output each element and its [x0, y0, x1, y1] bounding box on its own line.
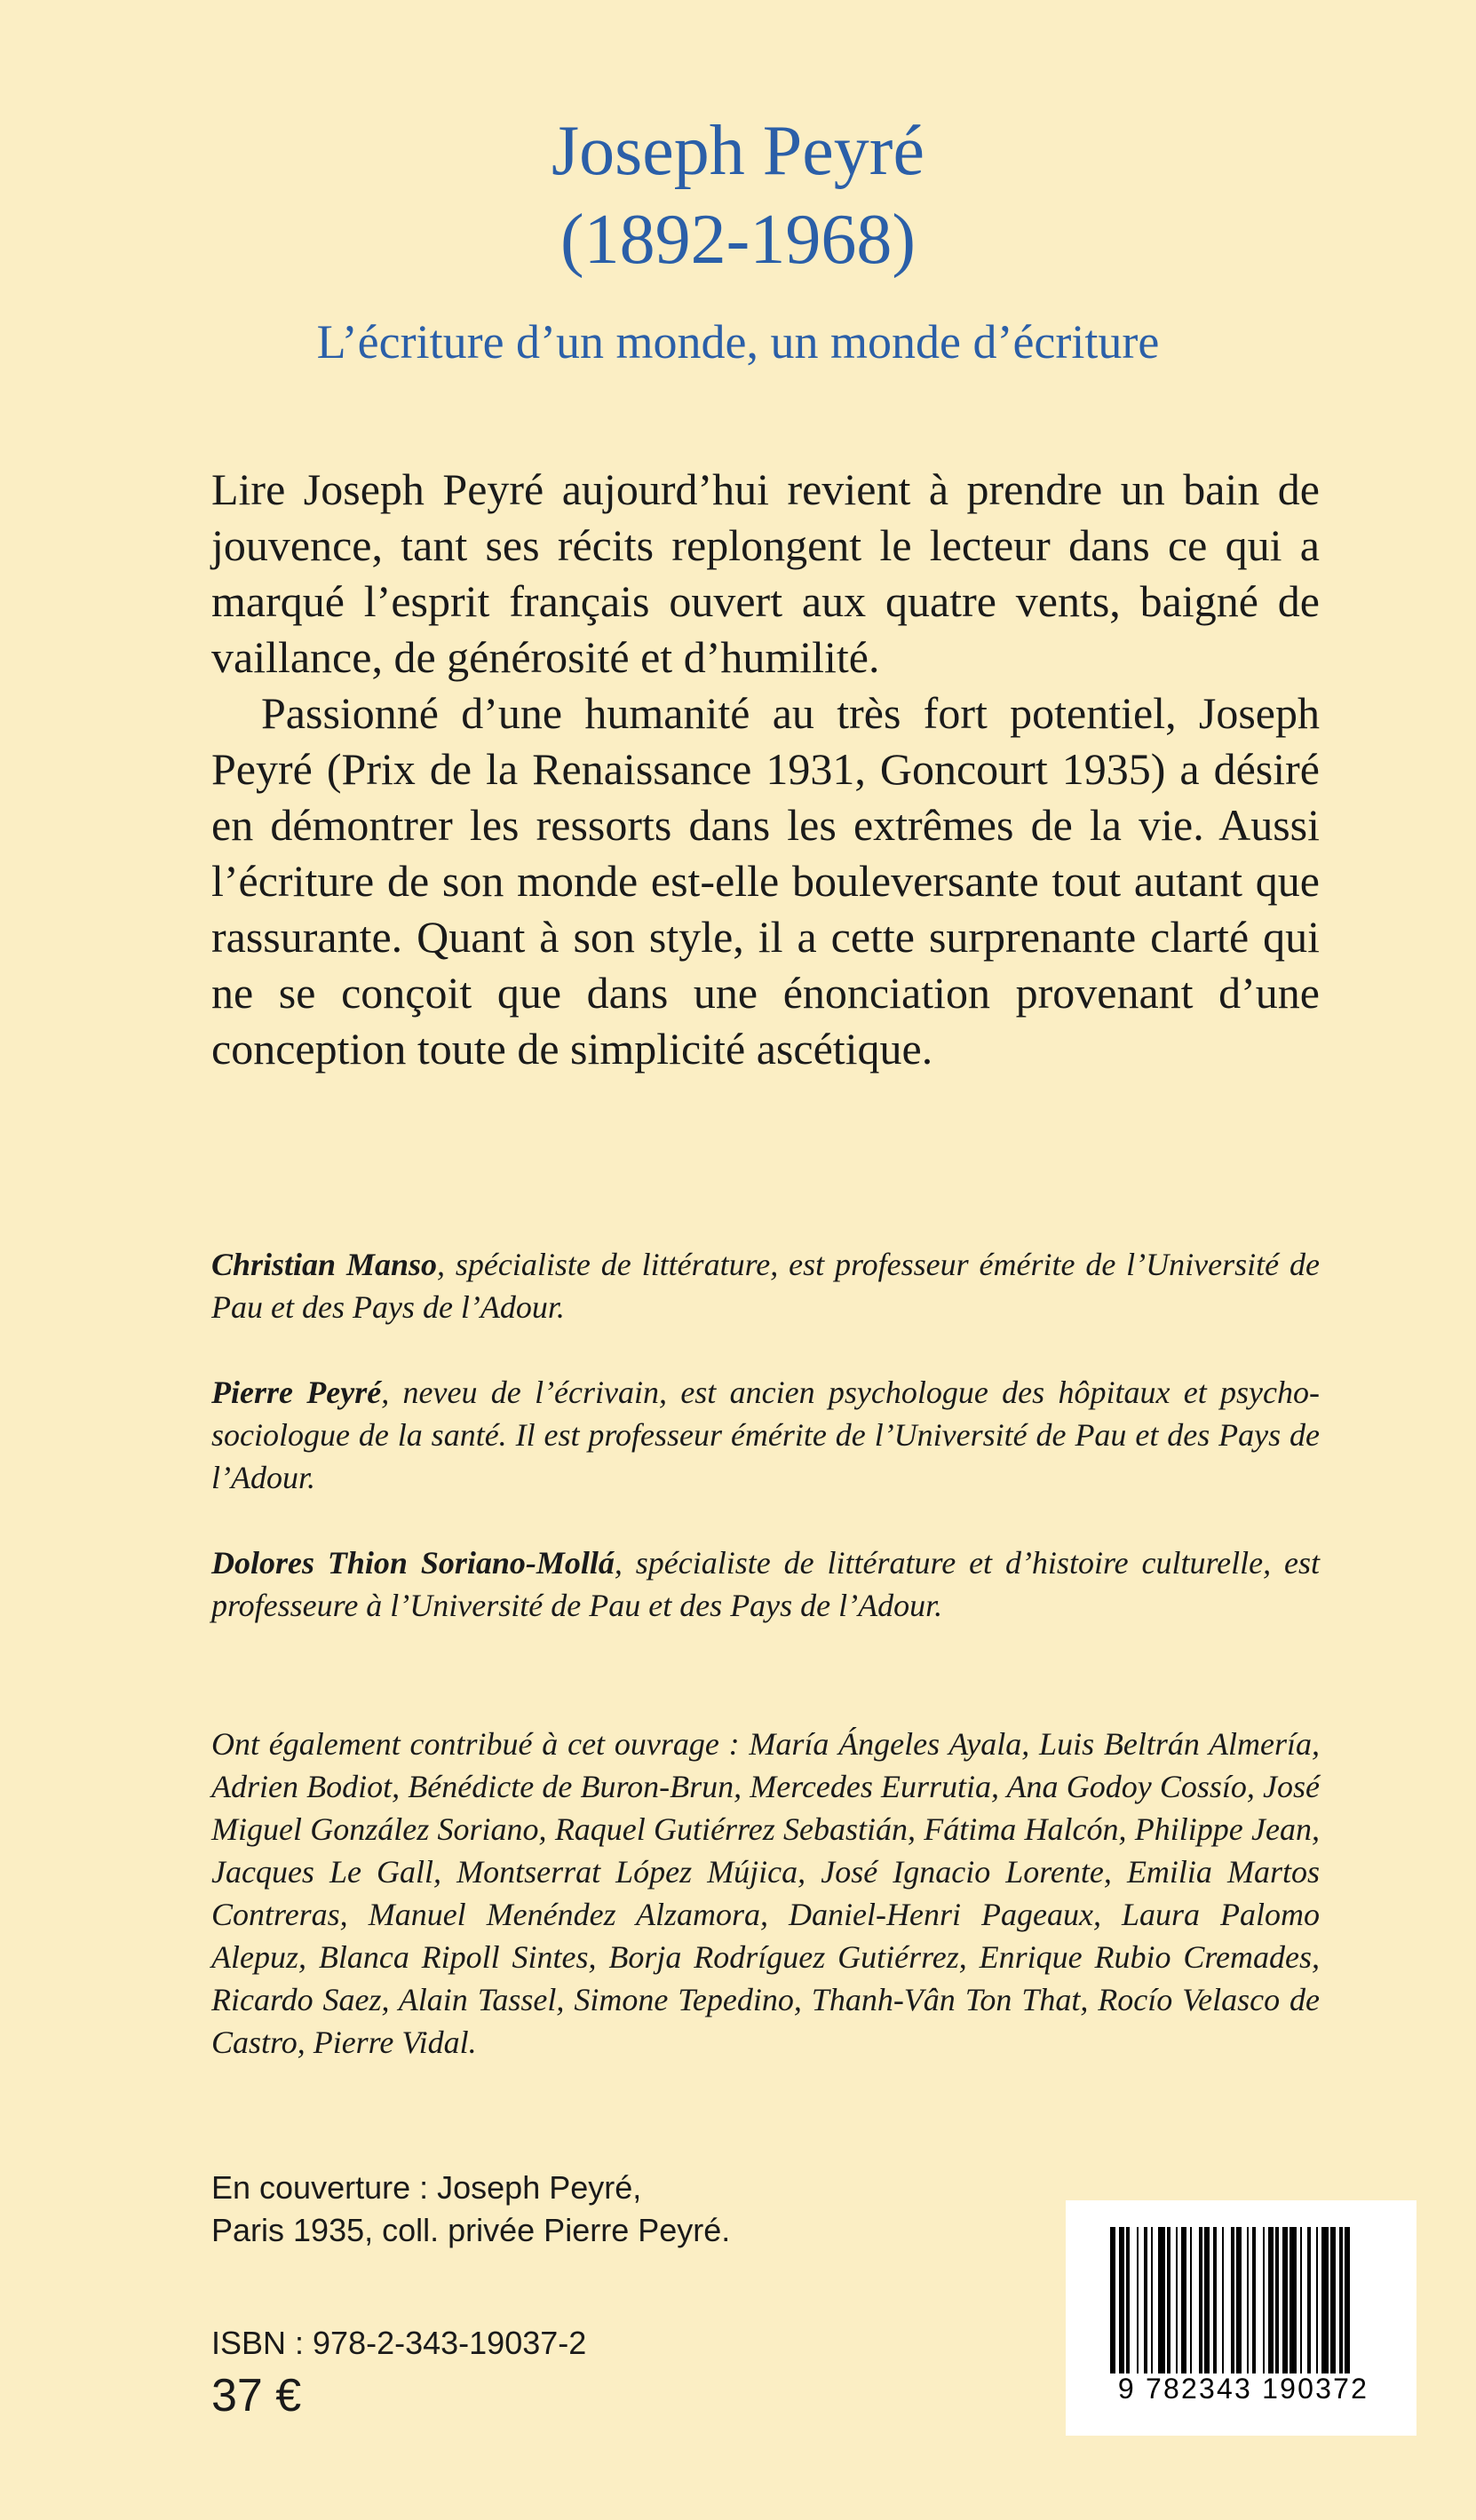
barcode-bar [1307, 2227, 1311, 2373]
price: 37 € [211, 2370, 302, 2421]
barcode-bar [1231, 2227, 1234, 2373]
title-author-name: Joseph Peyré [552, 112, 924, 190]
author-bio [211, 1243, 1320, 1328]
barcode-bar [1176, 2227, 1178, 2373]
barcode-bar [1300, 2227, 1302, 2373]
book-subtitle: L’écriture d’un monde, un monde d’écriture [316, 315, 1160, 368]
author-bio-text: , neveu de l’écrivain, est ancien psychologue des hôpitaux et psycho-sociologue de la santé. Il est professeur émérite de l’Université de Pau et des Pays de l’Adour. [211, 1375, 1320, 1495]
barcode-bar [1275, 2227, 1279, 2373]
cover-credit-line: Paris 1935, coll. privée Pierre Peyré. [211, 2212, 731, 2248]
author-name: Dolores Thion Soriano-Mollá [211, 1545, 615, 1581]
blurb-paragraph-1: Lire Joseph Peyré aujourd’hui revient à prendre un bain de jouvence, tant ses récits replongent le lecteur dans ce qui a marqué l’esprit français ouvert aux quatre vents, baigné de vaillance, de générosité et d’humilité. [211, 464, 1320, 682]
book-title [0, 107, 1476, 284]
barcode-bar [1282, 2227, 1288, 2373]
barcode-bar [1151, 2227, 1153, 2373]
author-bio [211, 1541, 1320, 1627]
author-bios [211, 1243, 1320, 1669]
barcode [1066, 2200, 1416, 2436]
barcode-bar [1252, 2227, 1256, 2373]
barcode-bar [1126, 2227, 1130, 2373]
author-bio-text: , spécialiste de littérature, est professeur émérite de l’Université de Pau et des Pays de l’Adour. [211, 1247, 1320, 1325]
barcode-bar [1213, 2227, 1217, 2373]
barcode-bar [1144, 2227, 1147, 2373]
barcode-bar [1158, 2227, 1165, 2373]
barcode-bar [1204, 2227, 1210, 2373]
title-dates: (1892-1968) [560, 201, 916, 279]
barcode-bar [1236, 2227, 1242, 2373]
barcode-bar [1181, 2227, 1186, 2373]
barcode-bar [1321, 2227, 1329, 2373]
contributors-list: Ont également contribué à cet ouvrage : María Ángeles Ayala, Luis Beltrán Almería, Adrien Bodiot, Bénédicte de Buron-Brun, Mercedes Eurrutia, Ana Godoy Cossío, José Miguel González Soriano, Raquel Gutiérrez Sebastián, Fátima Halcón, Philippe Jean, Jacques Le Gall, Montserrat López Mújica, José Ignacio Lorente, Emilia Martos Contreras, Manuel Menéndez Alzamora, Daniel-Henri Pageaux, Laura Palomo Alepuz, Blanca Ripoll Sintes, Borja Rodríguez Gutiérrez, Enrique Rubio Cremades, Ricardo Saez, Alain Tassel, Simone Tepedino, Thanh-Vân Ton That, Rocío Velasco de Castro, Pierre Vidal. [211, 1726, 1320, 2060]
barcode-bar [1268, 2227, 1274, 2373]
author-bio-text: , spécialiste de littérature et d’histoire culturelle, est professeure à l’Université de Pau et des Pays de l’Adour. [211, 1545, 1320, 1623]
barcode-bar [1247, 2227, 1249, 2373]
author-name: Pierre Peyré [211, 1375, 382, 1410]
cover-credit-line: En couverture : Joseph Peyré, [211, 2169, 642, 2206]
barcode-bar [1345, 2227, 1350, 2373]
barcode-bar [1316, 2227, 1318, 2373]
author-name: Christian Manso [211, 1247, 437, 1282]
barcode-bars-icon [1110, 2227, 1377, 2373]
barcode-bar [1290, 2227, 1297, 2373]
barcode-bar [1167, 2227, 1170, 2373]
barcode-bar [1199, 2227, 1202, 2373]
blurb-paragraph-2: Passionné d’une humanité au très fort potentiel, Joseph Peyré (Prix de la Renaissance 1931, Goncourt 1935) a désiré en démontrer les ressorts dans les extrêmes de la vie. Aussi l’écriture de son monde est-elle bouleversante tout autant que rassurante. Quant à son style, il a cette surprenante clarté qui ne se conçoit que dans une énonciation provenant d’une conception toute de simplicité ascétique. [211, 688, 1320, 1074]
barcode-bar [1263, 2227, 1265, 2373]
blurb [211, 462, 1320, 1077]
cover-credit [211, 2167, 886, 2252]
isbn: ISBN : 978-2-343-19037-2 [211, 2325, 587, 2361]
barcode-bar [1137, 2227, 1139, 2373]
barcode-bar [1339, 2227, 1343, 2373]
barcode-digits: 9 782343 190372 [1117, 2373, 1369, 2405]
barcode-bar [1119, 2227, 1124, 2373]
barcode-bar [1190, 2227, 1192, 2373]
barcode-bar [1110, 2227, 1115, 2373]
author-bio [211, 1371, 1320, 1499]
barcode-bar [1222, 2227, 1224, 2373]
barcode-bar [1330, 2227, 1336, 2373]
